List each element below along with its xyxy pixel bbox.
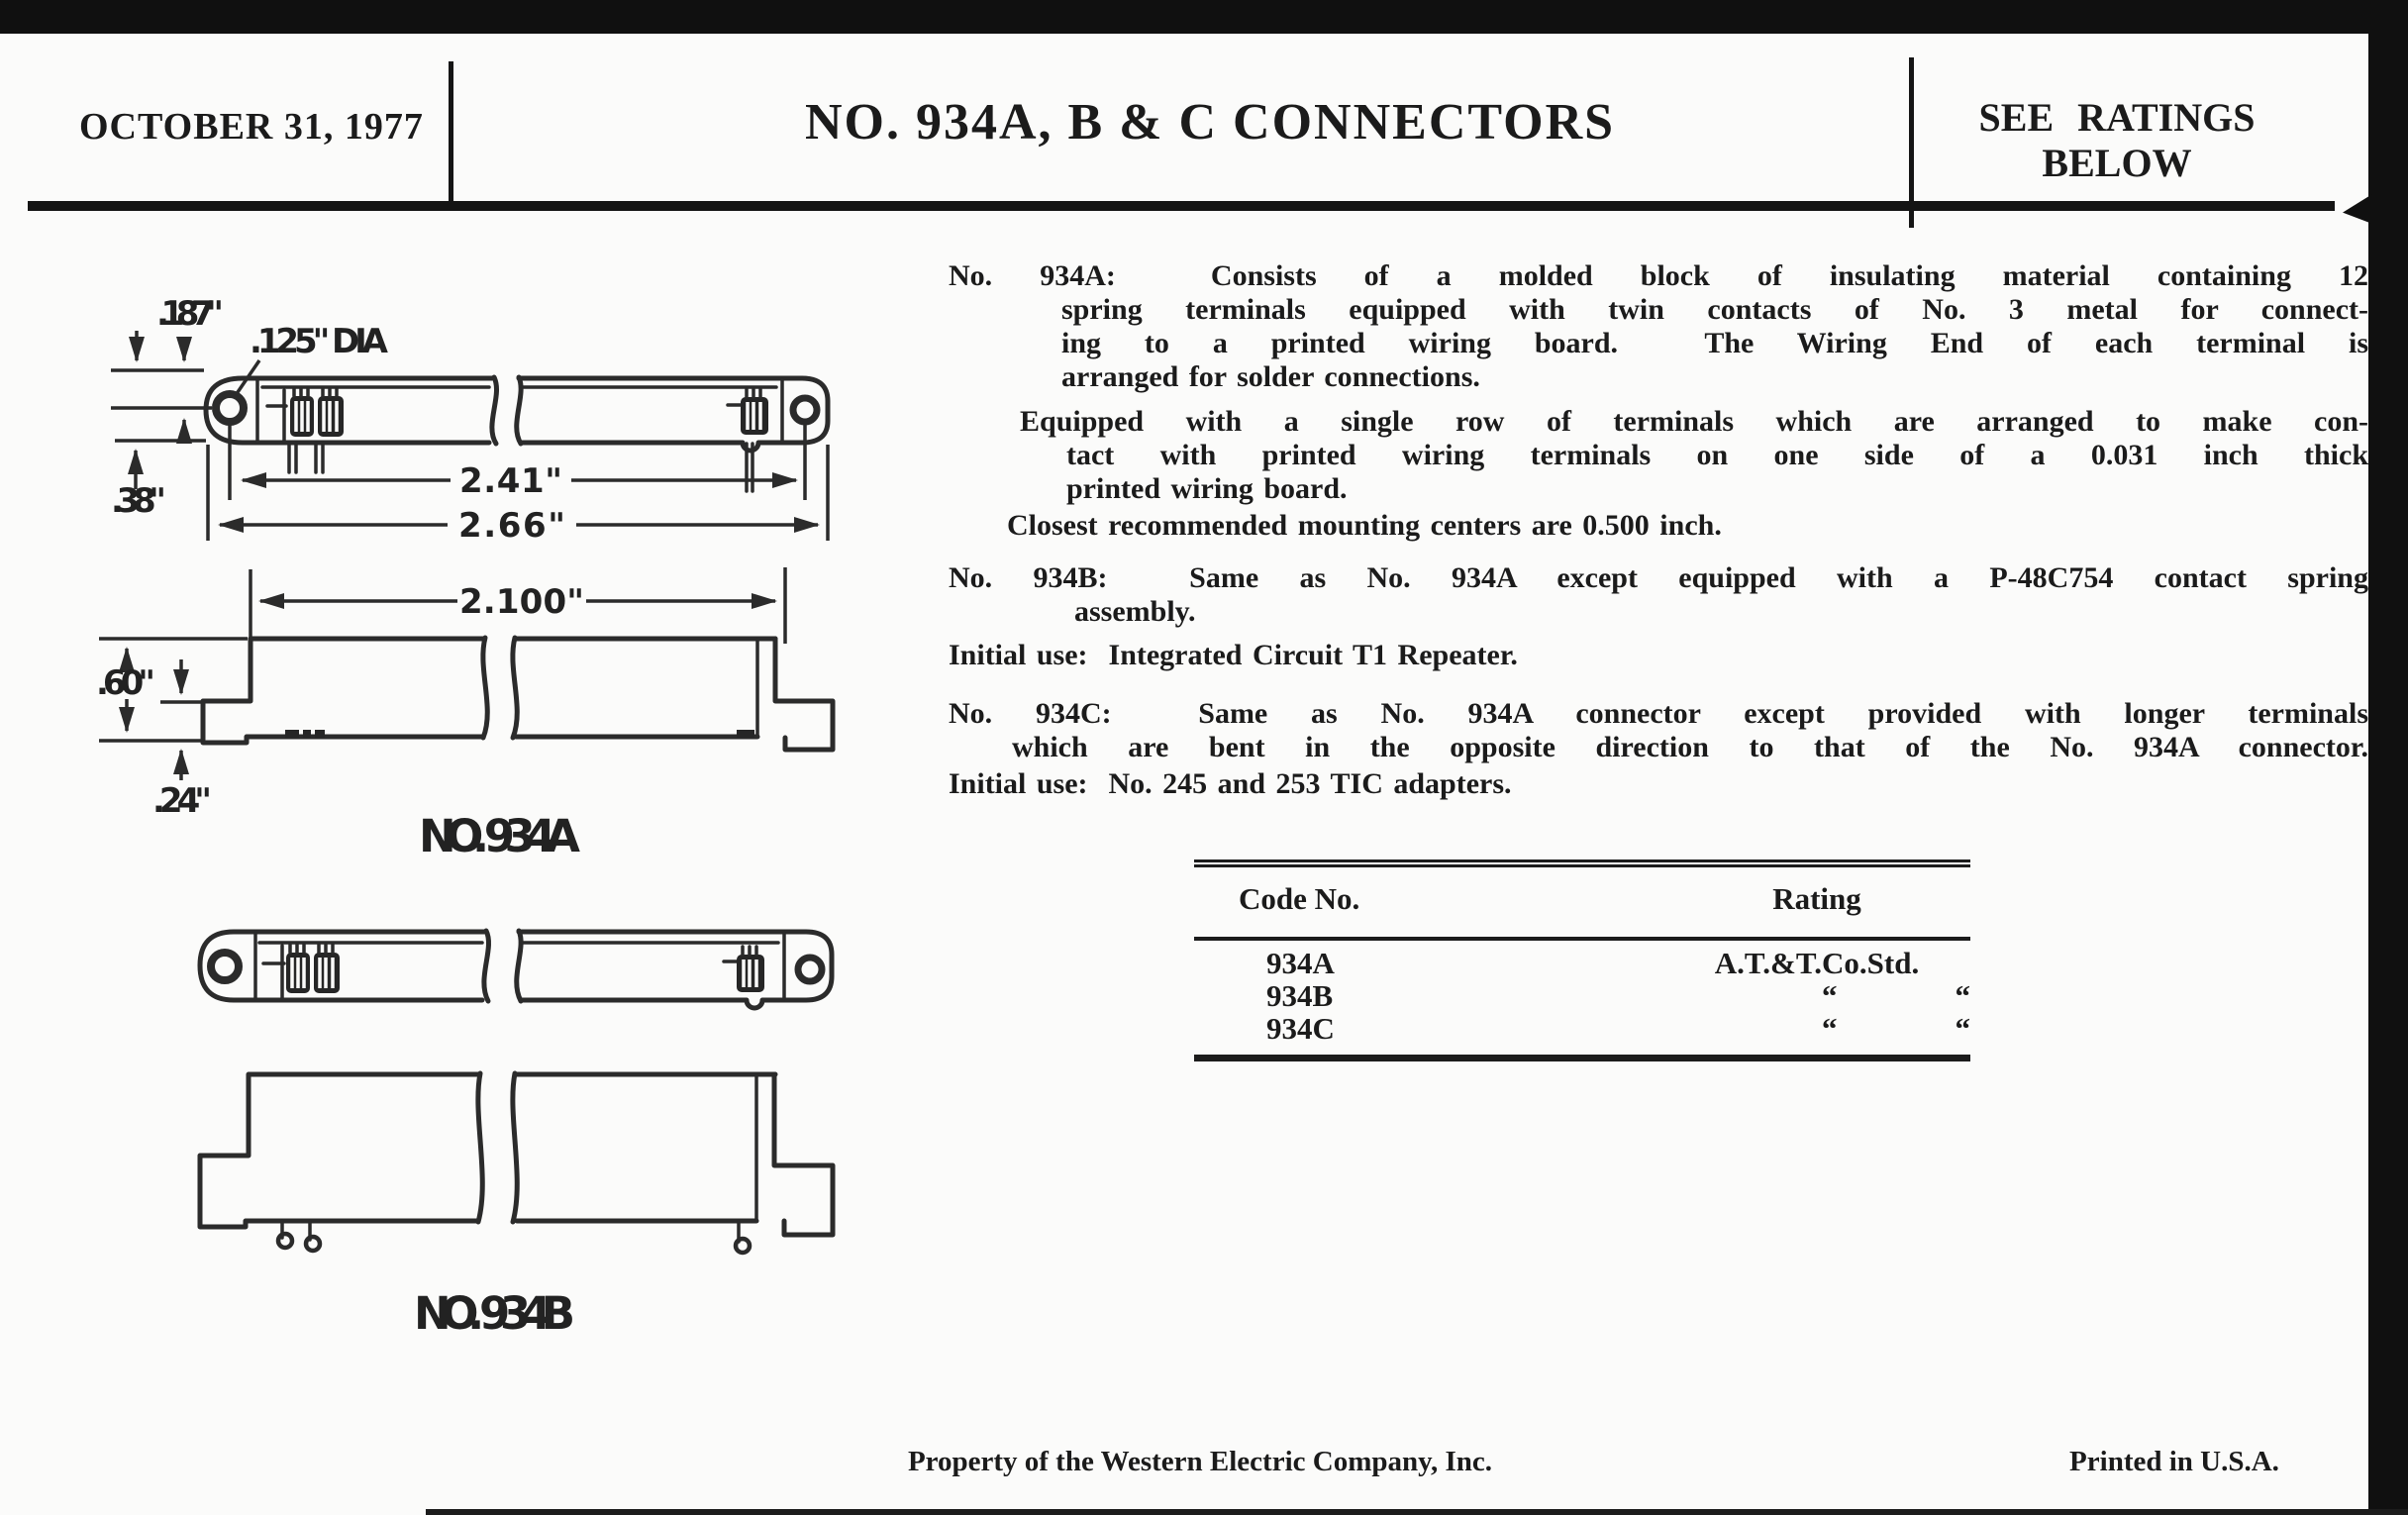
cell-rating bbox=[1663, 1012, 1970, 1045]
text-line: Equipped with a single row of terminals which are arranged to make con- bbox=[1020, 405, 2368, 438]
cell-code: 934C bbox=[1266, 1011, 1335, 1046]
ditto-mark: “ bbox=[1822, 1011, 1838, 1046]
diagram-934b-top-view bbox=[200, 931, 832, 1008]
diagram-caption-934b: NO. 934B bbox=[414, 1287, 576, 1340]
printed-notice: Printed in U.S.A. bbox=[2069, 1446, 2279, 1477]
diagram-934a-top-view bbox=[111, 294, 828, 546]
cell-code: 934B bbox=[1266, 978, 1334, 1013]
ratings-note-line2: BELOW bbox=[2042, 141, 2192, 185]
mounting-hole-left bbox=[216, 394, 244, 422]
header-rule bbox=[28, 201, 2335, 211]
paragraph bbox=[946, 767, 2368, 801]
connector-diagrams bbox=[59, 277, 951, 1376]
text-line: assembly. bbox=[1074, 595, 1196, 628]
scan-border-top bbox=[0, 0, 2408, 34]
text-line: No. 934A: Consists of a molded block of insulating material containing 12 bbox=[949, 259, 2368, 292]
cell-rating: A.T.&T.Co.Std. bbox=[1714, 946, 1920, 980]
ratings-note bbox=[1979, 95, 2256, 186]
document-date: OCTOBER 31, 1977 bbox=[79, 106, 424, 148]
table-rule-bottom bbox=[1194, 1055, 1970, 1061]
paragraph bbox=[946, 405, 2368, 506]
text-line: Initial use: No. 245 and 253 TIC adapters. bbox=[949, 767, 1512, 800]
ditto-mark: “ bbox=[1822, 978, 1838, 1013]
ratings-table bbox=[1194, 859, 1970, 1061]
paragraph bbox=[946, 509, 2368, 543]
dimension-label-2100: 2.100" bbox=[459, 582, 584, 622]
paragraph bbox=[946, 697, 2368, 764]
table-row bbox=[1194, 979, 1970, 1012]
dimension-label-125dia: .125" DIA bbox=[250, 322, 388, 361]
header-divider-left bbox=[449, 61, 453, 206]
spring-contact-right bbox=[728, 389, 768, 435]
column-header-code: Code No. bbox=[1239, 881, 1360, 916]
hook-terminals bbox=[278, 1221, 750, 1253]
dimension-label-187: .187" bbox=[156, 294, 224, 334]
dimension-label-24: .24" bbox=[152, 781, 212, 821]
mounting-hole-right bbox=[793, 398, 817, 422]
page-title: NO. 934A, B & C CONNECTORS bbox=[804, 94, 1616, 151]
diagram-934b-side-view bbox=[200, 1073, 833, 1340]
mounting-hole-left bbox=[211, 953, 239, 980]
text-line: No. 934C: Same as No. 934A connector except provided with longer terminals bbox=[949, 697, 2368, 730]
scan-border-bottom bbox=[426, 1509, 2408, 1515]
table-body bbox=[1194, 941, 1970, 1045]
column-header-rating: Rating bbox=[1772, 881, 1861, 916]
spring-contact-right bbox=[724, 947, 764, 992]
dimension-label-241: 2.41" bbox=[459, 461, 562, 501]
text-line: ing to a printed wiring board. The Wiring End of each terminal is bbox=[1061, 327, 2368, 359]
table-row bbox=[1194, 1012, 1970, 1045]
text-line: arranged for solder connections. bbox=[1061, 360, 1480, 393]
dimension-label-60: .60" bbox=[96, 663, 155, 703]
property-notice: Property of the Western Electric Company, Inc. bbox=[907, 1446, 1493, 1477]
scan-artifact bbox=[2343, 194, 2372, 224]
spring-contacts-left bbox=[263, 945, 340, 998]
ditto-mark: “ bbox=[1955, 1011, 1970, 1046]
ditto-mark: “ bbox=[1955, 978, 1970, 1013]
paragraph bbox=[946, 639, 2368, 672]
scan-border-right bbox=[2368, 0, 2408, 1515]
text-line: Closest recommended mounting centers are 0.500 inch. bbox=[1007, 509, 1722, 542]
spring-contacts-left bbox=[267, 388, 344, 442]
table-rule-top bbox=[1194, 859, 1970, 867]
cell-rating bbox=[1663, 979, 1970, 1012]
paragraph bbox=[946, 259, 2368, 394]
diagram-caption-934a: NO. 934A bbox=[419, 810, 581, 862]
ratings-note-line1: SEE RATINGS bbox=[1978, 95, 2256, 140]
cell-code: 934A bbox=[1266, 946, 1335, 980]
text-line: printed wiring board. bbox=[1066, 472, 1348, 505]
table-row bbox=[1194, 947, 1970, 979]
text-line: Initial use: Integrated Circuit T1 Repeater. bbox=[949, 639, 1518, 671]
text-line: No. 934B: Same as No. 934A except equipped with a P-48C754 contact spring bbox=[949, 561, 2368, 594]
description-text-column bbox=[946, 259, 2368, 801]
mounting-hole-right bbox=[798, 958, 822, 981]
text-line: tact with printed wiring terminals on one side of a 0.031 inch thick bbox=[1066, 439, 2368, 471]
dimension-label-266: 2.66" bbox=[458, 506, 565, 546]
text-line: which are bent in the opposite direction to that of the No. 934A connector. bbox=[1012, 731, 2368, 763]
text-line: spring terminals equipped with twin contacts of No. 3 metal for connect- bbox=[1061, 293, 2368, 326]
dimension-label-38: .38" bbox=[111, 481, 166, 521]
table-header-row bbox=[1194, 867, 1970, 927]
diagram-934a-side-view bbox=[96, 567, 833, 862]
paragraph bbox=[946, 561, 2368, 629]
